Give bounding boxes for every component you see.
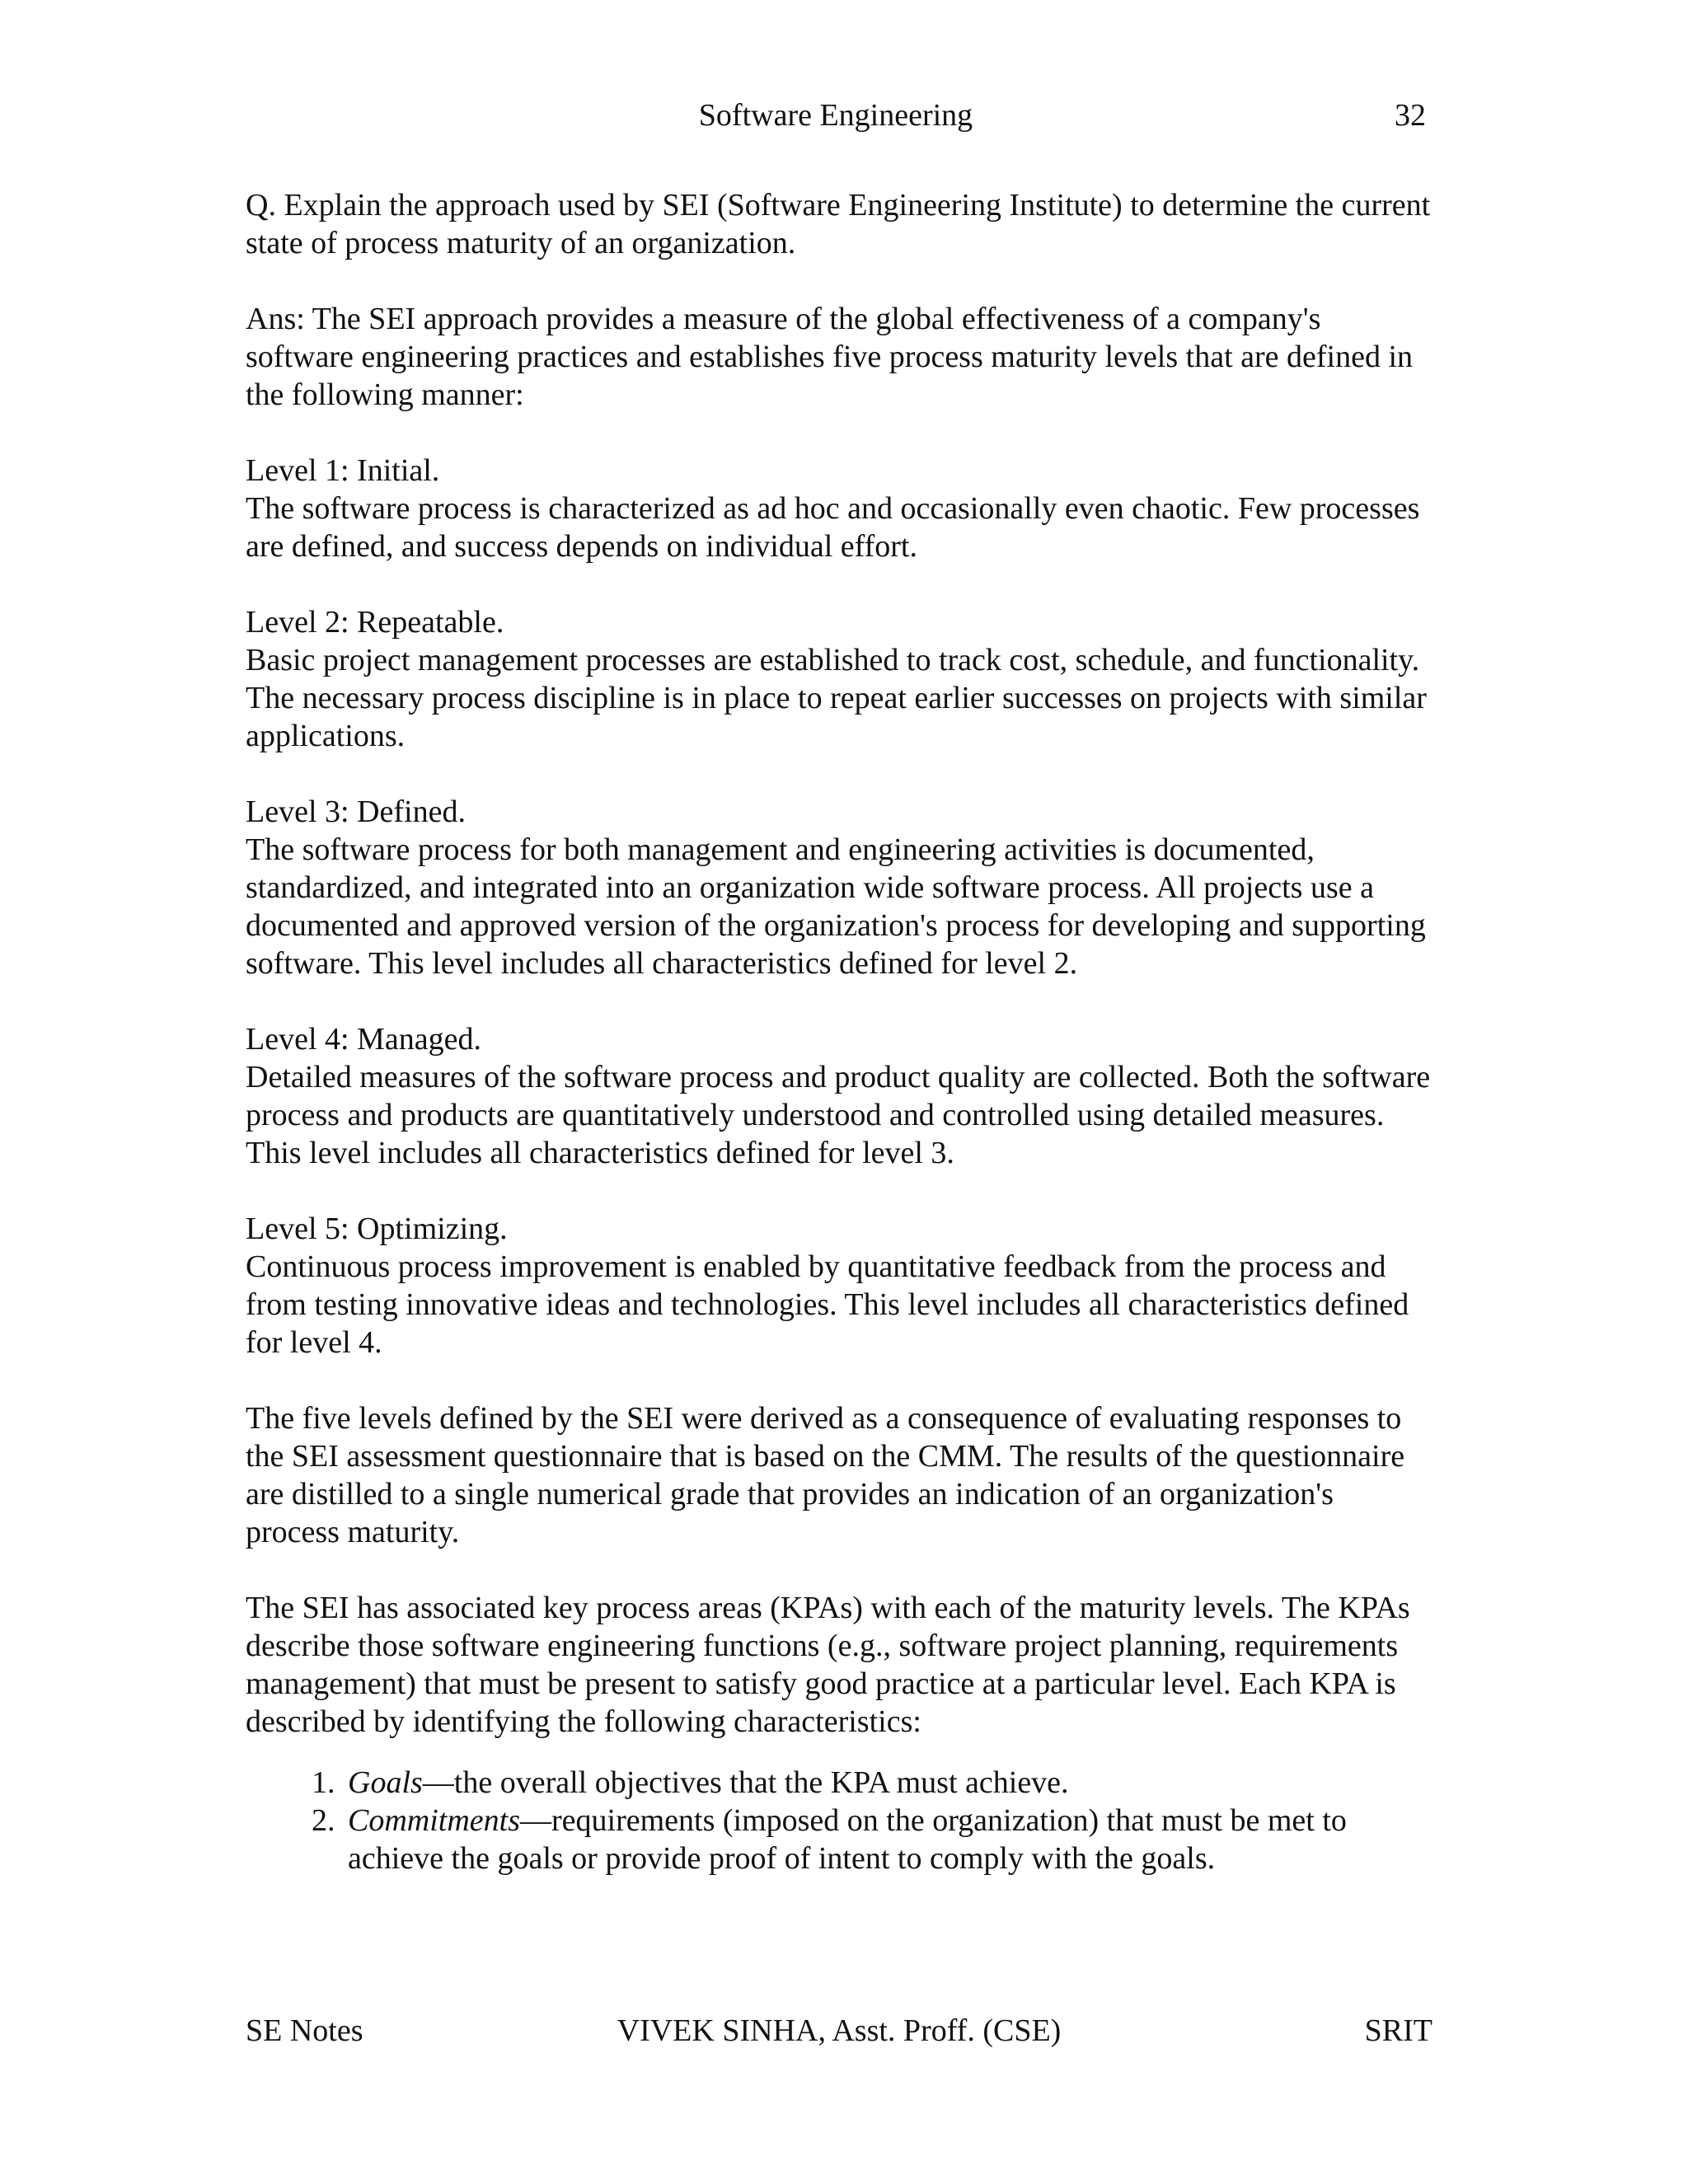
- kpa-term-goals: Goals: [348, 1765, 423, 1800]
- page-footer: [246, 2008, 1432, 2054]
- page-content: [246, 186, 1432, 1877]
- list-item: [343, 1764, 1432, 1802]
- kpa-characteristics-list: [246, 1764, 1432, 1877]
- footer-author: VIVEK SINHA, Asst. Proff. (CSE): [617, 2013, 1062, 2048]
- question-paragraph: Q. Explain the approach used by SEI (Software Engineering Institute) to determine the current state of process maturity of an organization.: [246, 188, 1431, 260]
- header-title: Software Engineering: [698, 98, 973, 133]
- level-5-description: Continuous process improvement is enabled by quantitative feedback from the process and from testing innovative ideas and technologies. This level includes all characteristics defined for level 4.: [246, 1249, 1409, 1360]
- level-3-title: Level 3: Defined.: [246, 794, 466, 829]
- level-2-description: Basic project management processes are established to track cost, schedule, and functionality. The necessary process discipline is in place to repeat earlier successes on projects with similar applications.: [246, 643, 1427, 753]
- level-4-title: Level 4: Managed.: [246, 1022, 481, 1057]
- kpa-text-commitments: —requirements (imposed on the organization) that must be met to achieve the goals or provide proof of intent to comply with the goals.: [348, 1803, 1347, 1876]
- kpa-paragraph: The SEI has associated key process areas (KPAs) with each of the maturity levels. The KPAs describe those software engineering functions (e.g., software project planning, requirements management) that must be present to satisfy good practice at a particular level. Each KPA is described by identifying the following characteristics:: [246, 1591, 1410, 1739]
- footer-left: SE Notes: [246, 2013, 363, 2048]
- level-2-title: Level 2: Repeatable.: [246, 605, 504, 640]
- page-number: 32: [1395, 98, 1426, 133]
- cmm-paragraph: The five levels defined by the SEI were derived as a consequence of evaluating responses to the SEI assessment questionnaire that is based on the CMM. The results of the questionnaire are distilled to a single numerical grade that provides an indication of an organization's process maturity.: [246, 1401, 1405, 1549]
- level-3-description: The software process for both management and engineering activities is documented, standardized, and integrated into an organization wide software process. All projects use a documented and approved version of the organization's process for developing and supporting software. This level includes all characteristics defined for level 2.: [246, 832, 1426, 981]
- page-header: [246, 92, 1426, 138]
- kpa-text-goals: —the overall objectives that the KPA must achieve.: [422, 1765, 1069, 1800]
- level-1-description: The software process is characterized as ad hoc and occasionally even chaotic. Few processes are defined, and success depends on individual effort.: [246, 491, 1420, 564]
- answer-intro-paragraph: Ans: The SEI approach provides a measure of the global effectiveness of a company's software engineering practices and establishes five process maturity levels that are defined in the following manner:: [246, 302, 1414, 412]
- list-item: [343, 1802, 1432, 1877]
- level-1-title: Level 1: Initial.: [246, 453, 440, 488]
- footer-institution: SRIT: [1364, 2013, 1432, 2048]
- kpa-term-commitments: Commitments: [348, 1803, 520, 1838]
- level-4-description: Detailed measures of the software process and product quality are collected. Both the software process and products are quantitatively understood and controlled using detailed measures. This level includes all characteristics defined for level 3.: [246, 1060, 1431, 1170]
- level-5-title: Level 5: Optimizing.: [246, 1212, 508, 1246]
